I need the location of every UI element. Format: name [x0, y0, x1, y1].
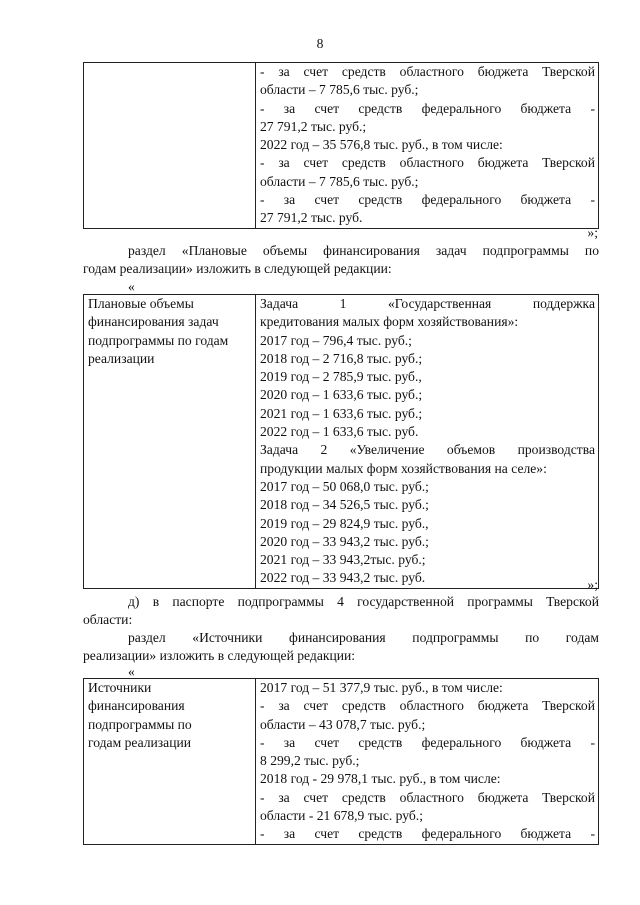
funding-sources-table: [83, 678, 599, 845]
table-line: 27 791,2 тыс. руб.;: [260, 118, 367, 134]
paragraph-line: реализации» изложить в следующей редакции:: [83, 648, 356, 664]
table-line: области – 43 078,7 тыс. руб.;: [260, 716, 426, 732]
paragraph-section-sources: [83, 629, 599, 666]
table-right-cell: [256, 63, 599, 229]
table-line: - за счет средств областного бюджета Тверской: [260, 789, 595, 805]
table-line: 2019 год – 29 824,9 тыс. руб.,: [260, 515, 429, 531]
left-label-line: подпрограммы по: [88, 716, 192, 732]
table-line: 2022 год – 35 576,8 тыс. руб., в том числе:: [260, 137, 503, 153]
closing-quote: »;: [587, 577, 598, 592]
table-line: 2022 год – 33 943,2 тыс. руб.: [260, 570, 426, 586]
table-line: - за счет средств федерального бюджета -: [260, 192, 595, 208]
closing-quote: »;: [587, 225, 598, 240]
table-line: - за счет средств федерального бюджета -: [260, 100, 595, 116]
left-label-line: подпрограммы по годам: [88, 332, 229, 348]
table-line: 2017 год – 796,4 тыс. руб.;: [260, 332, 412, 348]
table-line: - за счет средств федерального бюджета -: [260, 734, 595, 750]
left-label-line: реализации: [88, 350, 155, 366]
opening-quote: «: [128, 664, 135, 679]
table-line: 2017 год – 50 068,0 тыс. руб.;: [260, 478, 429, 494]
table-line: 2018 год – 2 716,8 тыс. руб.;: [260, 350, 423, 366]
table-line: - за счет средств областного бюджета Тверской: [260, 155, 595, 171]
table-line: области – 7 785,6 тыс. руб.;: [260, 82, 419, 98]
left-label-line: годам реализации: [88, 734, 192, 750]
paragraph-line: области:: [83, 612, 133, 628]
paragraph-line: годам реализации» изложить в следующей редакции:: [83, 261, 392, 277]
table-line: - за счет средств областного бюджета Тверской: [260, 64, 595, 79]
left-label-line: финансирования: [88, 698, 185, 714]
table-line: 2018 год – 34 526,5 тыс. руб.;: [260, 497, 429, 513]
table-line: 2020 год – 1 633,6 тыс. руб.;: [260, 387, 423, 403]
table-line: 2021 год – 33 943,2тыс. руб.;: [260, 552, 426, 568]
table-line: - за счет средств федерального бюджета -: [260, 826, 595, 842]
table-line: 8 299,2 тыс. руб.;: [260, 753, 360, 769]
table-right-cell: [256, 679, 599, 845]
table-line: 2017 год – 51 377,9 тыс. руб., в том числе:: [260, 680, 503, 695]
table-line: 27 791,2 тыс. руб.: [260, 210, 363, 226]
table-line: кредитования малых форм хозяйствования»:: [260, 314, 519, 330]
opening-quote: «: [128, 279, 135, 294]
table-line: - за счет средств областного бюджета Тверской: [260, 698, 595, 714]
left-label-line: Источники: [88, 680, 152, 695]
table-line: области - 21 678,9 тыс. руб.;: [260, 808, 423, 824]
planned-volumes-table: [83, 294, 599, 589]
table-line: 2019 год – 2 785,9 тыс. руб.,: [260, 369, 422, 385]
funding-table-continued: [83, 62, 599, 229]
table-line: Задача 2 «Увеличение объемов производства: [260, 442, 595, 458]
paragraph-section-plan: [83, 242, 599, 279]
table-left-cell: [84, 679, 256, 845]
paragraph-line: раздел «Плановые объемы финансирования задач подпрограммы по: [128, 243, 599, 258]
table-line: продукции малых форм хозяйствования на селе»:: [260, 460, 547, 476]
table-line: Задача 1 «Государственная поддержка: [260, 296, 595, 311]
paragraph-line: раздел «Источники финансирования подпрограммы по годам: [128, 630, 599, 645]
table-right-cell: [256, 295, 599, 589]
table-line: 2022 год – 1 633,6 тыс. руб.: [260, 424, 419, 440]
table-line: 2021 год – 1 633,6 тыс. руб.;: [260, 405, 423, 421]
table-line: 2018 год - 29 978,1 тыс. руб., в том числе:: [260, 771, 501, 787]
left-label-line: Плановые объемы: [88, 296, 194, 311]
paragraph-passport: [83, 593, 599, 630]
table-left-cell: [84, 295, 256, 589]
left-label-line: финансирования задач: [88, 314, 219, 330]
table-line: 2020 год – 33 943,2 тыс. руб.;: [260, 533, 429, 549]
paragraph-line: д) в паспорте подпрограммы 4 государственной программы Тверской: [128, 594, 599, 609]
page-number: 8: [316, 36, 324, 51]
table-line: области – 7 785,6 тыс. руб.;: [260, 173, 419, 189]
table-left-cell: [84, 63, 256, 229]
